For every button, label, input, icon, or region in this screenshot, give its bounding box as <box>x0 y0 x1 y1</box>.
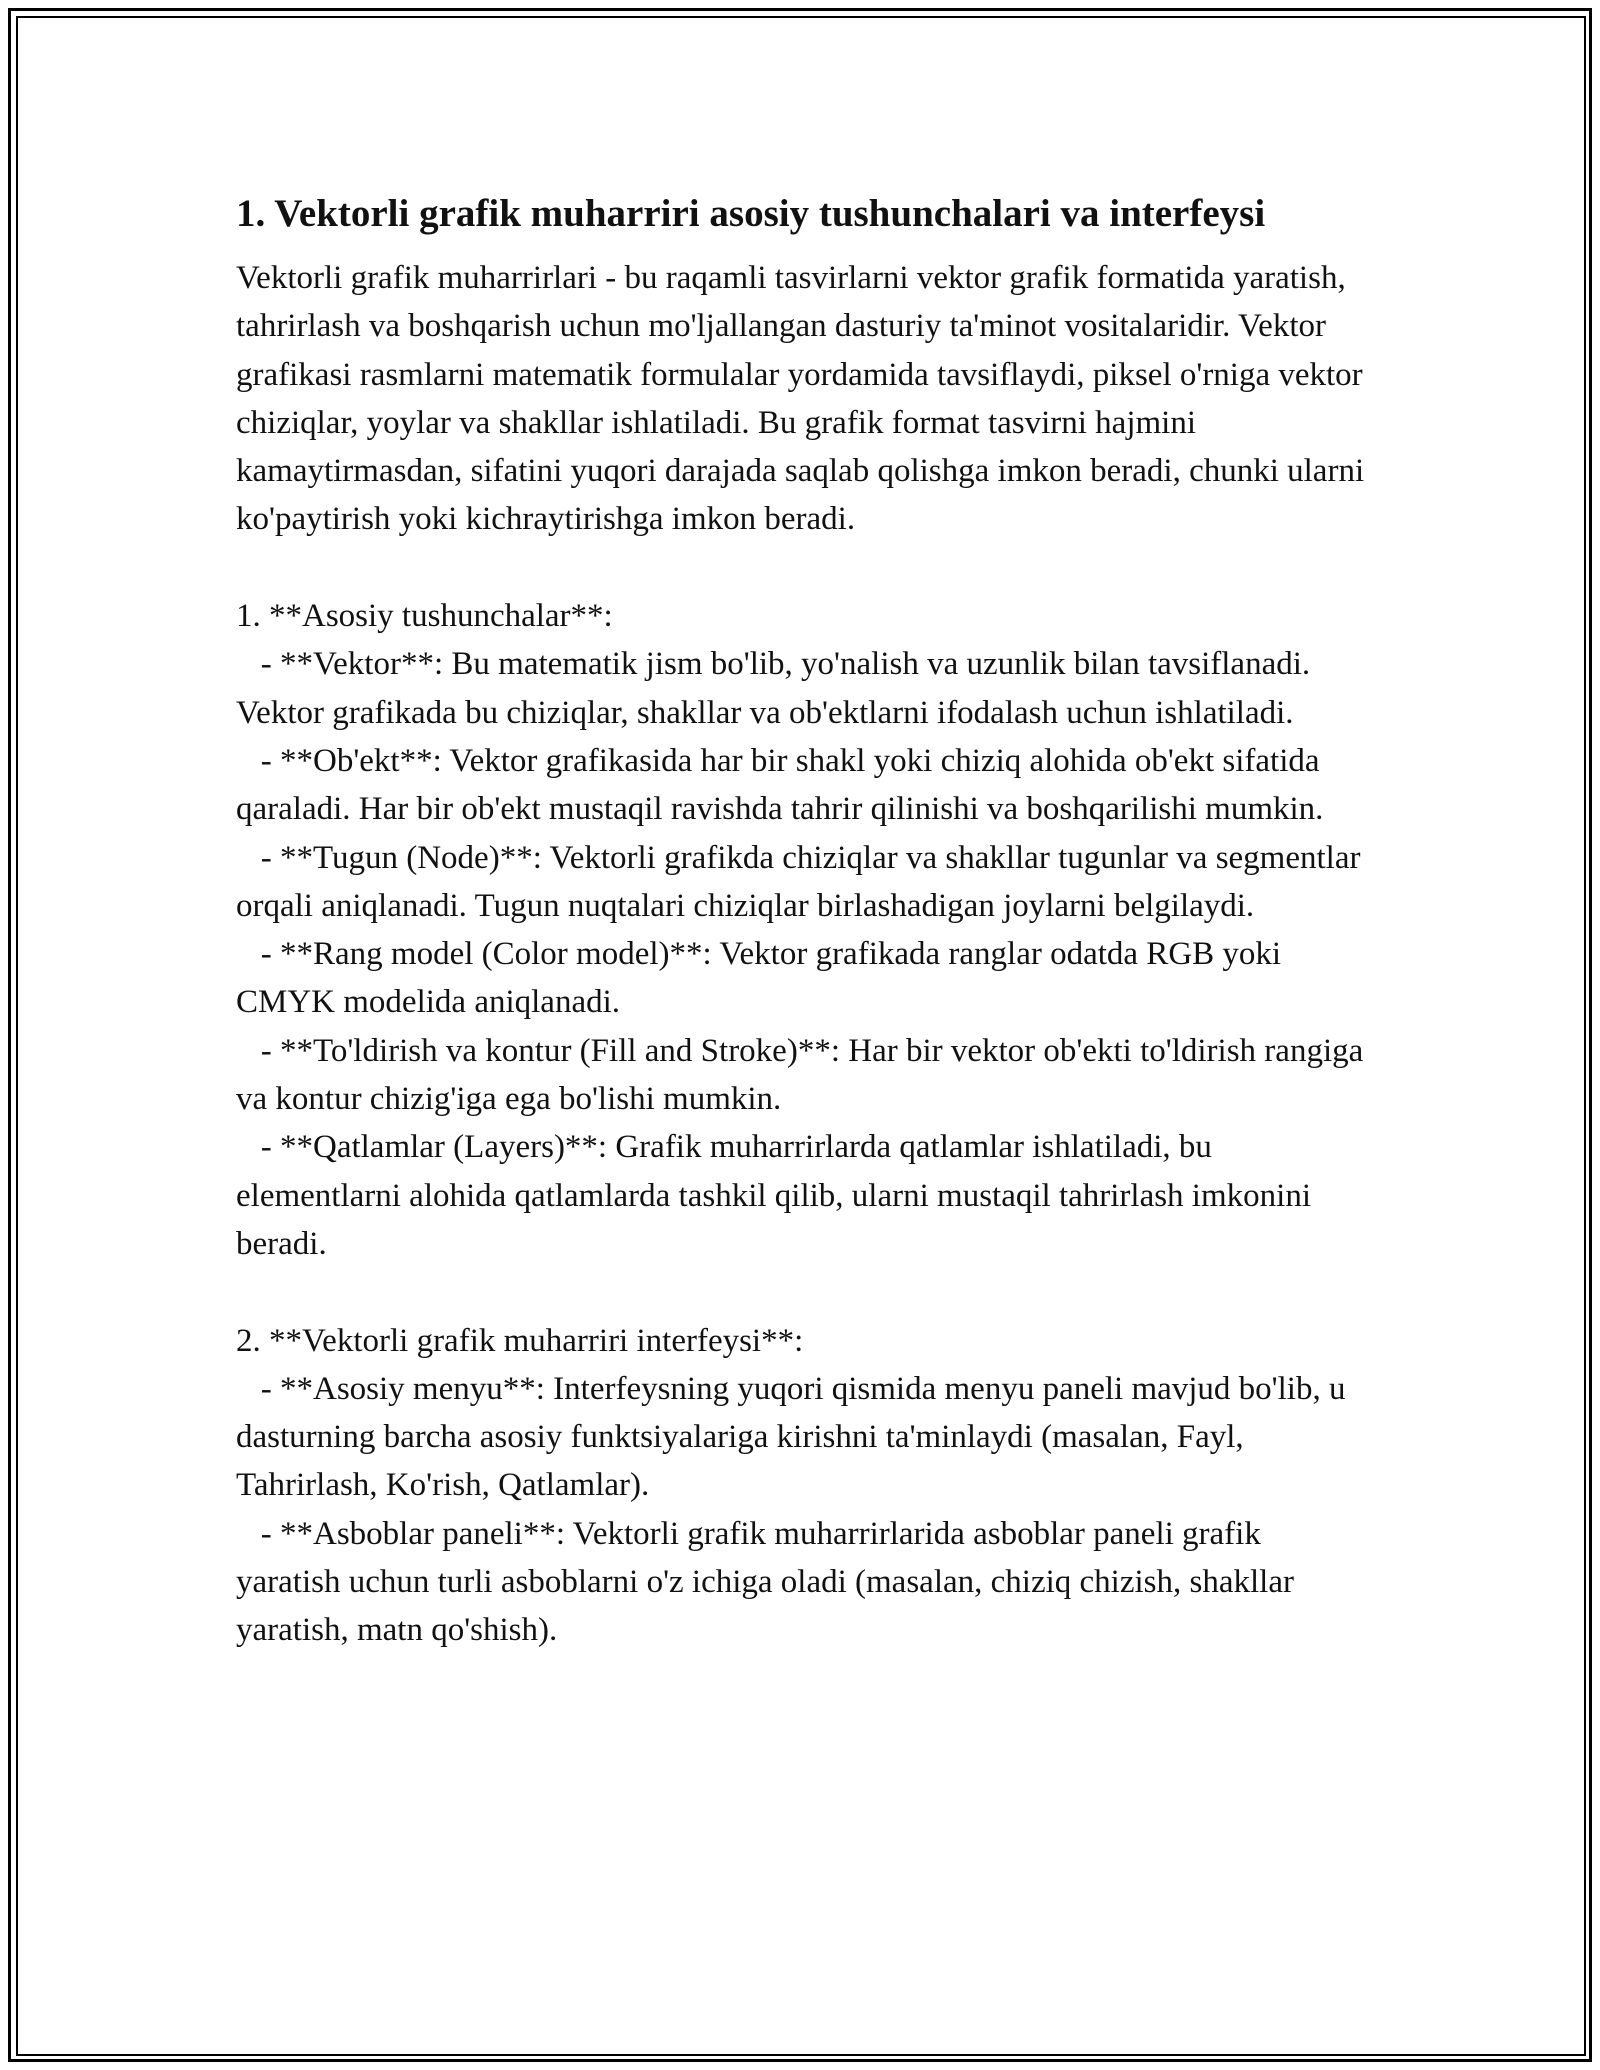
section-heading: 2. **Vektorli grafik muharriri interfeysi**: <box>236 1322 804 1359</box>
list-item-main-menu: - **Asosiy menyu**: Interfeysning yuqori qismida menyu paneli mavjud bo'lib, u dasturning barcha asosiy funktsiyalariga kirishni ta'minlaydi (masalan, Fayl, Tahrirlash, Ko'rish, Qatlamlar). <box>236 1370 1354 1504</box>
list-item-color-model: - **Rang model (Color model)**: Vektor grafikada ranglar odatda RGB yoki CMYK modelida aniqlanadi. <box>236 936 1290 1021</box>
list-item-layers: - **Qatlamlar (Layers)**: Grafik muharrirlarda qatlamlar ishlatiladi, bu elementlarni alohida qatlamlarda tashkil qilib, ularni mustaqil tahrirlash imkonini beradi. <box>236 1129 1320 1262</box>
list-item-vector: - **Vektor**: Bu matematik jism bo'lib, yo'nalish va uzunlik bilan tavsiflanadi. Vektor grafikada bu chiziqlar, shakllar va ob'ektlarni ifodalash uchun ishlatiladi. <box>236 646 1318 731</box>
section-interface <box>236 1317 1366 1655</box>
intro-paragraph: Vektorli grafik muharrirlari - bu raqamli tasvirlarni vektor grafik formatida yaratish, tahrirlash va boshqarish uchun mo'ljallangan dasturiy ta'minot vositalaridir. Vektor grafikasi rasmlarni matematik formulalar yordamida tavsiflaydi, piksel o'rniga vektor chiziqlar, yoylar va shakllar ishlatiladi. Bu grafik format tasvirni hajmini kamaytirmasdan, sifatini yuqori darajada saqlab qolishga imkon beradi, chunki ularni ko'paytirish yoki kichraytirishga imkon beradi. <box>236 260 1365 538</box>
document-body <box>236 186 1372 1655</box>
document-title: 1. Vektorli grafik muharriri asosiy tushunchalari va interfeysi <box>236 192 1266 235</box>
section-heading: 1. **Asosiy tushunchalar**: <box>236 598 613 635</box>
section-basic-concepts <box>236 592 1372 1268</box>
list-item-node: - **Tugun (Node)**: Vektorli grafikda chiziqlar va shakllar tugunlar va segmentlar orqali aniqlanadi. Tugun nuqtalari chiziqlar birlashadigan joylarni belgilaydi. <box>236 839 1369 924</box>
list-item-fill-stroke: - **To'ldirish va kontur (Fill and Stroke)**: Har bir vektor ob'ekti to'ldirish rangiga va kontur chizig'iga ega bo'lishi mumkin. <box>236 1032 1372 1118</box>
list-item-object: - **Ob'ekt**: Vektor grafikasida har bir shakl yoki chiziq alohida ob'ekt sifatida qaraladi. Har bir ob'ekt mustaqil ravishda tahrir qilinishi va boshqarilishi mumkin. <box>236 742 1328 828</box>
list-item-toolbar: - **Asboblar paneli**: Vektorli grafik muharrirlarida asboblar paneli grafik yaratish uchun turli asboblarni o'z ichiga oladi (masalan, chiziq chizish, shakllar yaratish, matn qo'shish). <box>236 1515 1303 1649</box>
